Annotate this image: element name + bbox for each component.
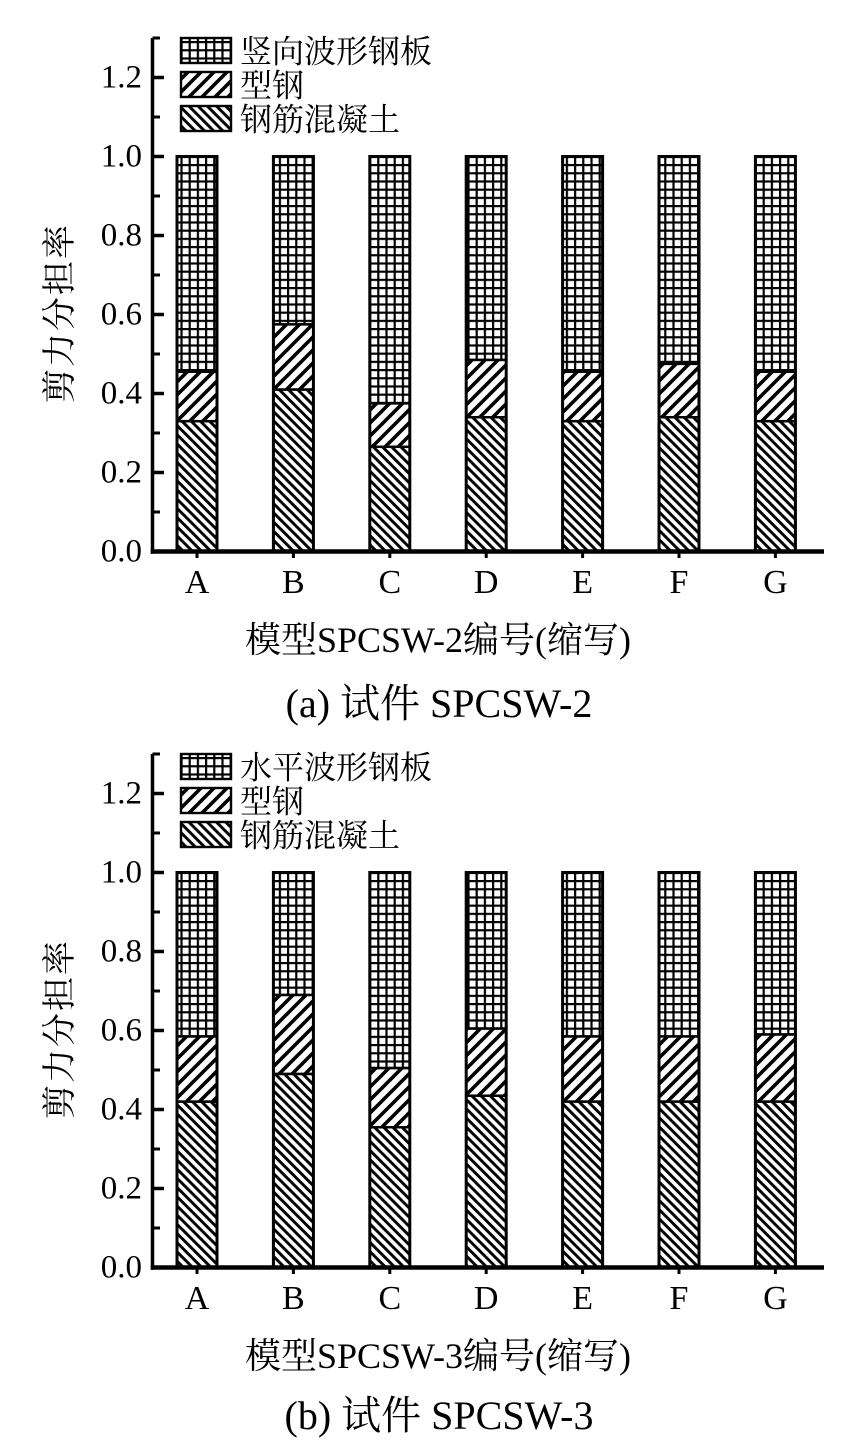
category-label: D <box>473 564 499 601</box>
stacked-bar <box>370 873 410 1268</box>
bar-segment <box>466 1096 506 1268</box>
y-tick-label: 0.8 <box>100 217 142 254</box>
category-label: F <box>669 564 689 601</box>
stacked-bar <box>466 873 506 1268</box>
bar-segment <box>370 1068 410 1127</box>
stacked-bar <box>563 873 603 1268</box>
bar-segment <box>659 364 699 417</box>
stacked-bar <box>755 873 795 1268</box>
category-label: F <box>669 1280 689 1317</box>
category-label: E <box>572 564 593 601</box>
stacked-bar <box>370 157 410 552</box>
category-label: D <box>473 1280 499 1317</box>
bar-segment <box>370 447 410 552</box>
category-label: G <box>763 1280 788 1317</box>
subfigure-caption-a: (a) 试件 SPCSW-2 <box>285 681 593 726</box>
bar-segment <box>563 873 603 1037</box>
stacked-bar <box>755 157 795 552</box>
stacked-bar <box>177 157 217 552</box>
bar-segment <box>370 1127 410 1267</box>
category-label: B <box>282 1280 305 1317</box>
bar-segment <box>370 873 410 1069</box>
legend-label: 水平波形钢板 <box>240 749 433 786</box>
y-tick-label: 0.6 <box>100 1012 142 1049</box>
bar-segment <box>563 421 603 551</box>
y-tick-label: 0.6 <box>100 296 142 333</box>
y-tick-label: 1.2 <box>100 59 142 96</box>
bar-segment <box>370 403 410 446</box>
bar-segment <box>273 390 313 552</box>
stacked-bar <box>177 873 217 1268</box>
category-label: B <box>282 564 305 601</box>
bar-segment <box>177 873 217 1037</box>
bar-segment <box>563 1102 603 1268</box>
bar-segment <box>755 372 795 421</box>
legend-label: 型钢 <box>240 67 305 104</box>
category-label: G <box>763 564 788 601</box>
legend-swatch <box>181 106 231 131</box>
legend-label: 竖向波形钢板 <box>240 33 433 70</box>
legend-swatch <box>181 822 231 847</box>
subfigure-caption-b: (b) 试件 SPCSW-3 <box>284 1393 594 1438</box>
category-label: C <box>378 564 402 601</box>
bar-segment <box>563 1036 603 1101</box>
bar-segment <box>273 995 313 1074</box>
bar-segment <box>177 421 217 551</box>
y-tick-label: 0.2 <box>100 1170 142 1207</box>
bar-segment <box>273 1074 313 1268</box>
legend-label: 钢筋混凝土 <box>240 101 401 138</box>
bar-segment <box>466 1029 506 1096</box>
y-axis-label-b: 剪力分担率 <box>42 939 79 1119</box>
y-tick-label: 1.2 <box>100 775 142 812</box>
bar-segment <box>659 1036 699 1101</box>
bar-segment <box>755 421 795 551</box>
stacked-bar <box>273 157 313 552</box>
bar-segment <box>370 157 410 404</box>
bar-segment <box>177 372 217 421</box>
y-tick-label: 0.4 <box>100 1091 142 1128</box>
bar-segment <box>755 873 795 1035</box>
y-tick-label: 0.0 <box>100 1249 142 1286</box>
y-tick-label: 0.8 <box>100 933 142 970</box>
bar-segment <box>177 1102 217 1268</box>
bar-segment <box>466 360 506 417</box>
bar-segment <box>563 157 603 372</box>
category-label: E <box>572 1280 593 1317</box>
y-tick-label: 0.2 <box>100 454 142 491</box>
bar-segment <box>466 417 506 551</box>
y-tick-label: 0.0 <box>100 533 142 570</box>
stacked-bar <box>659 157 699 552</box>
bar-segment <box>659 417 699 551</box>
y-tick-label: 0.4 <box>100 375 142 412</box>
category-label: A <box>184 1280 210 1317</box>
stacked-bar <box>273 873 313 1268</box>
bar-chart-spcsw-2 <box>0 0 864 716</box>
legend-swatch <box>181 72 231 97</box>
bar-segment <box>273 873 313 995</box>
y-tick-label: 1.0 <box>100 138 142 175</box>
x-axis-label-b: 模型SPCSW-3编号(缩写) <box>244 1336 632 1376</box>
bar-segment <box>659 1102 699 1268</box>
bar-segment <box>177 157 217 372</box>
bar-segment <box>659 873 699 1037</box>
stacked-bar <box>659 873 699 1268</box>
bar-segment <box>273 157 313 325</box>
legend-label: 钢筋混凝土 <box>240 817 401 854</box>
legend-swatch <box>181 754 231 779</box>
bar-segment <box>659 157 699 364</box>
y-tick-label: 1.0 <box>100 854 142 891</box>
x-axis-label-a: 模型SPCSW-2编号(缩写) <box>244 620 632 660</box>
category-label: A <box>184 564 210 601</box>
legend-swatch <box>181 38 231 63</box>
category-label: C <box>378 1280 402 1317</box>
bar-segment <box>466 157 506 360</box>
bar-segment <box>755 157 795 372</box>
y-axis-label-a: 剪力分担率 <box>42 223 79 403</box>
legend-swatch <box>181 788 231 813</box>
bar-segment <box>755 1034 795 1101</box>
bar-segment <box>466 873 506 1029</box>
stacked-bar <box>466 157 506 552</box>
bar-segment <box>177 1036 217 1101</box>
bar-segment <box>563 372 603 421</box>
legend-label: 型钢 <box>240 783 305 820</box>
bar-segment <box>273 324 313 389</box>
stacked-bar <box>563 157 603 552</box>
bar-segment <box>755 1102 795 1268</box>
